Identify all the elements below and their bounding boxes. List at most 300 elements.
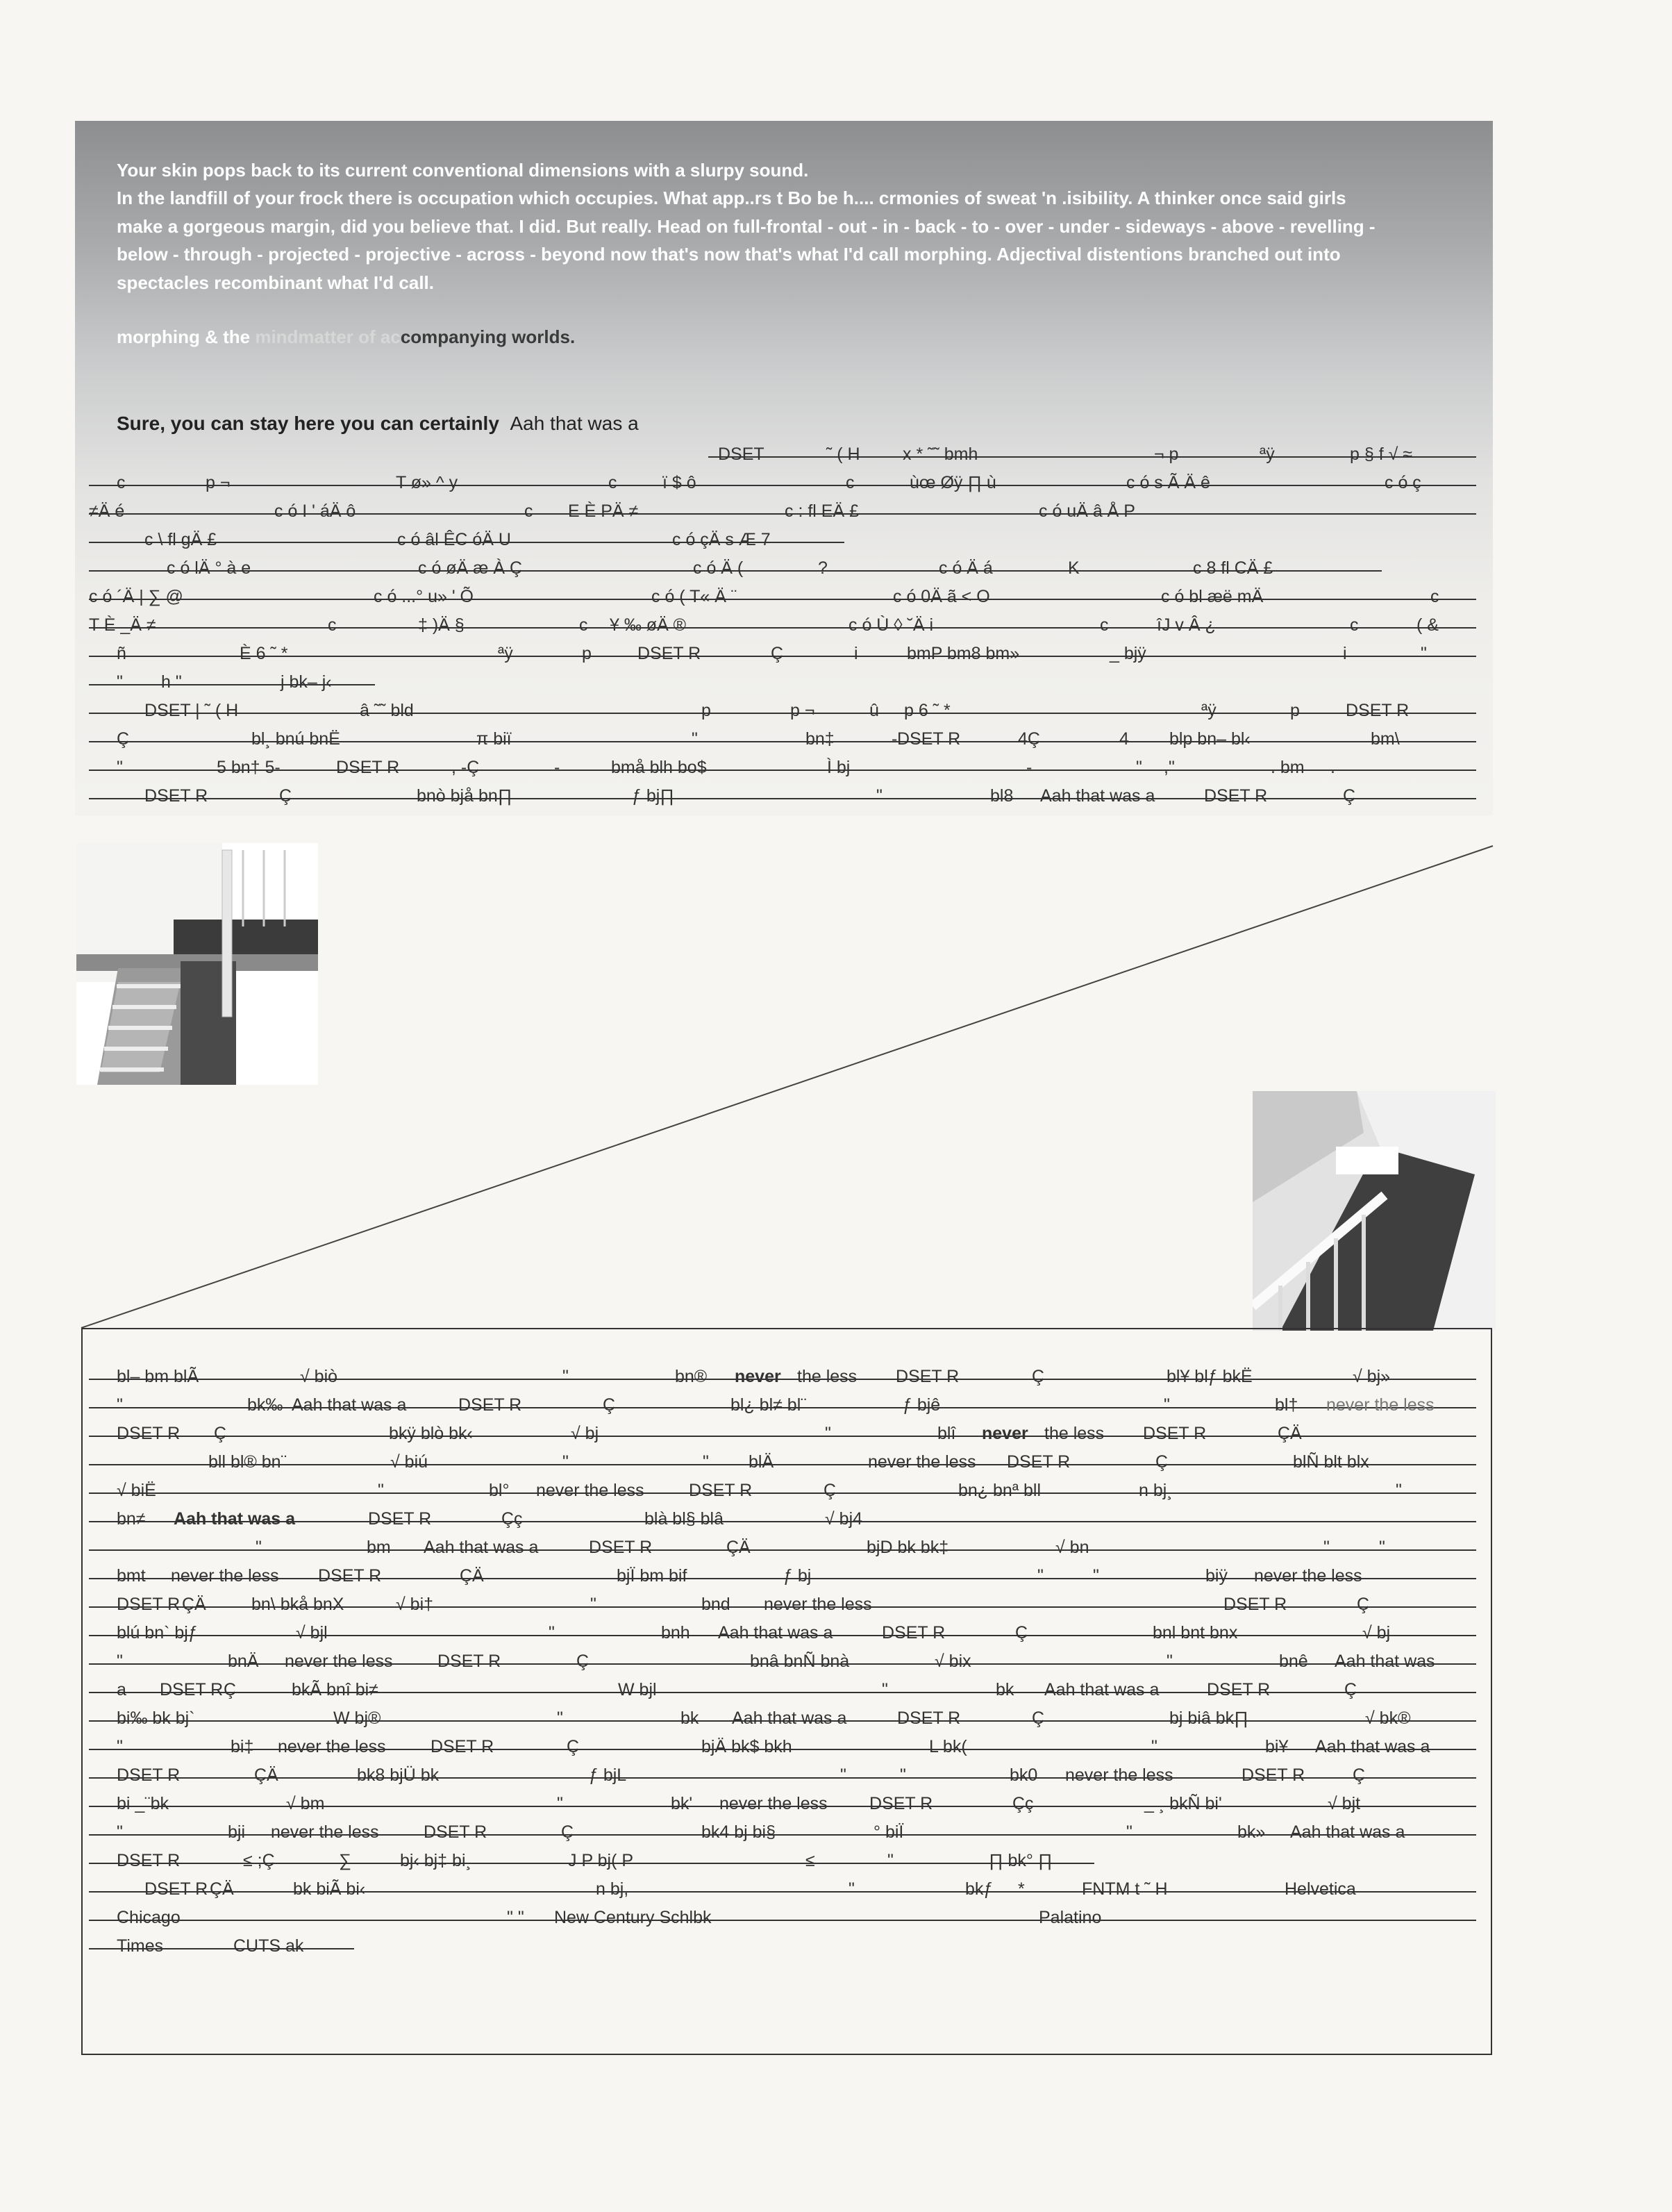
garbled-token: never the less (278, 1737, 386, 1756)
garbled-token: DSET R (437, 1652, 501, 1671)
garbled-token: DSET R (1223, 1595, 1287, 1614)
garbled-token: 4 (1119, 729, 1129, 749)
garbled-token: bj‹ bj‡ bi¸ (400, 1851, 471, 1870)
garbled-token: bl¥ blƒ bkË (1167, 1367, 1253, 1386)
garbled-token: c ó bl æë mÄ (1161, 587, 1264, 606)
garbled-token: DSET R (160, 1680, 224, 1699)
strike-rule (89, 1521, 1476, 1522)
garbled-token: never (982, 1424, 1028, 1443)
garbled-token: Aah that was (1335, 1652, 1435, 1671)
garbled-token: never the less (1254, 1566, 1362, 1586)
garbled-token: never the less (868, 1452, 976, 1472)
garbled-token: " (117, 1822, 123, 1842)
garbled-token: FNTM t ˜ H (1082, 1879, 1168, 1899)
garbled-token: a (117, 1680, 126, 1699)
garbled-token: DSET R (430, 1737, 494, 1756)
garbled-token: _ bjÿ (1110, 644, 1146, 663)
garbled-token: never the less (285, 1652, 393, 1671)
garbled-token: bl8 (990, 786, 1014, 806)
garbled-token: DSET R (117, 1595, 181, 1614)
garbled-token: Aah that was a (1044, 1680, 1160, 1699)
garbled-token: " (1421, 644, 1427, 663)
garbled-token: c (1430, 587, 1439, 606)
garbled-token: " (1379, 1538, 1385, 1557)
garbled-token: bk biÃ bi‹ (293, 1879, 366, 1899)
garbled-token: bkƒ (965, 1879, 994, 1899)
garbled-token: ÇÄ (1278, 1424, 1302, 1443)
morph-part-c: companying worlds. (400, 326, 576, 347)
garbled-token: p 6 ˜ * (904, 701, 951, 720)
garbled-token: Aah that was a (1040, 786, 1155, 806)
garbled-token: DSET R (897, 1708, 961, 1728)
garbled-token: " (1126, 1822, 1132, 1842)
garbled-token: T ø» ^ y (396, 473, 458, 492)
garbled-token: never the less (271, 1822, 379, 1842)
garbled-token: c (117, 473, 126, 492)
garbled-token: p ¬ (790, 701, 815, 720)
garbled-token: bnê (1279, 1652, 1308, 1671)
garbled-token: c (524, 501, 533, 521)
garbled-token: bnl bnt bnx (1153, 1623, 1238, 1643)
garbled-token: " (848, 1879, 855, 1899)
garbled-token: " (882, 1680, 888, 1699)
garbled-token: " (590, 1595, 596, 1614)
garbled-token: Aah that was a (718, 1623, 833, 1643)
garbled-token: " (876, 786, 883, 806)
garbled-token: " (557, 1708, 563, 1728)
garbled-token: " (900, 1765, 906, 1785)
garbled-token: - (1026, 758, 1033, 777)
garbled-token: never the less (1326, 1395, 1435, 1415)
garbled-token: Ç (561, 1822, 574, 1842)
garbled-token: û (869, 701, 879, 720)
garbled-token: Ç (224, 1680, 237, 1699)
garbled-token: c ó Ä á (939, 558, 993, 578)
garbled-token: ¥ ‰ øÄ ® (610, 615, 687, 635)
garbled-token: ªÿ (1201, 701, 1217, 720)
garbled-token: DSET R (1207, 1680, 1271, 1699)
garbled-token: " (1164, 1395, 1170, 1415)
garbled-token: p (701, 701, 711, 720)
garbled-token: biÿ (1205, 1566, 1228, 1586)
garbled-token: n bj, (596, 1879, 629, 1899)
garbled-token: ÇÄ (254, 1765, 278, 1785)
garbled-token: ≠Ä é (89, 501, 125, 521)
garbled-token: bm\ (1371, 729, 1400, 749)
garbled-token: bj biâ bk∏ (1169, 1708, 1248, 1728)
garbled-token: bk‰ (247, 1395, 283, 1415)
garbled-token: ƒ bjL (589, 1765, 627, 1785)
garbled-token: c ó Ù ◊ ˘Ä i (848, 615, 934, 635)
garbled-token: Ç (1343, 786, 1356, 806)
garbled-token: ‡ )Ä § (418, 615, 465, 635)
garbled-token: Ç (1032, 1367, 1045, 1386)
garbled-token: DSET R (1143, 1424, 1207, 1443)
intro-line: spectacles recombinant what I'd call. (117, 272, 435, 293)
garbled-token: Chicago (117, 1908, 181, 1927)
garbled-token: DSET R (1242, 1765, 1305, 1785)
garbled-token: the less (797, 1367, 858, 1386)
garbled-token: bl¿ bl≠ bl¨ (730, 1395, 807, 1415)
morph-part-a: morphing & the (117, 326, 256, 347)
garbled-token: " (1037, 1566, 1044, 1586)
garbled-token: √ bjt (1328, 1794, 1361, 1813)
garbled-token: îJ v Â ¿ (1157, 615, 1216, 635)
garbled-token: DSET R (897, 729, 961, 749)
garbled-token: Ç (117, 729, 130, 749)
garbled-token: bll bl® bn¨ (208, 1452, 287, 1472)
garbled-token: ñ (117, 644, 126, 663)
garbled-token: bm (367, 1538, 391, 1557)
garbled-token: c (1350, 615, 1359, 635)
garbled-token: DSET R (144, 1879, 208, 1899)
strike-rule (89, 1549, 1476, 1551)
garbled-token: c 8 fl CÄ £ (1193, 558, 1273, 578)
garbled-token: ªÿ (498, 644, 513, 663)
garbled-token: p ¬ (206, 473, 231, 492)
garbled-token: ∏ bk° ∏ (989, 1851, 1053, 1870)
strike-rule (89, 1920, 1476, 1921)
garbled-token: never the less (171, 1566, 279, 1586)
intro-line: Your skin pops back to its current conventional dimensions with a slurpy sound. (117, 160, 809, 181)
garbled-token: ÇÄ (182, 1595, 206, 1614)
garbled-token: bnh (661, 1623, 690, 1643)
garbled-token: √ bjl (296, 1623, 328, 1643)
garbled-token: bji (228, 1822, 246, 1842)
garbled-token: " (887, 1851, 894, 1870)
garbled-token: 5 bn† 5- (217, 758, 281, 777)
garbled-token: DSET R (424, 1822, 487, 1842)
garbled-token: " (840, 1765, 846, 1785)
intro-line: In the landfill of your frock there is occupation which occupies. What app..rs t Bo be h.... crmonies of sweat 'n .isibility. A thinker once said girls (117, 188, 1346, 208)
garbled-token: bn® (675, 1367, 708, 1386)
garbled-token: the less (1044, 1424, 1105, 1443)
garbled-token: Çç (501, 1509, 523, 1529)
garbled-token: blî (937, 1424, 956, 1443)
garbled-token: bk' (671, 1794, 693, 1813)
garbled-token: DSET R (368, 1509, 432, 1529)
garbled-token: bk8 bjÜ bk (357, 1765, 440, 1785)
garbled-token: . (1330, 758, 1335, 777)
garbled-token: " (1323, 1538, 1330, 1557)
garbled-token: DSET R (458, 1395, 522, 1415)
garbled-token: blÑ blt blx (1293, 1452, 1369, 1472)
garbled-token: never the less (1065, 1765, 1173, 1785)
garbled-token: bk (996, 1680, 1014, 1699)
garbled-token: bjD bk bk‡ (867, 1538, 949, 1557)
garbled-token: ? (818, 558, 828, 578)
garbled-token: √ biò (300, 1367, 338, 1386)
garbled-token: c ó ´Ä | ∑ @ (89, 587, 183, 606)
garbled-token: " (117, 1652, 123, 1671)
garbled-token: Ç (576, 1652, 590, 1671)
garbled-token: c : fl EÄ £ (785, 501, 859, 521)
garbled-token: T È _Ä ≠ (89, 615, 156, 635)
garbled-token: DSET R (869, 1794, 933, 1813)
garbled-token: * (1018, 1879, 1025, 1899)
garbled-token: ∑ (339, 1851, 351, 1870)
garbled-token: bi‰ bk bj` (117, 1708, 195, 1728)
garbled-token: Times (117, 1936, 164, 1956)
garbled-token: DSET R (689, 1481, 753, 1500)
strike-rule (89, 1436, 1476, 1437)
garbled-token: ï $ ô (662, 473, 696, 492)
garbled-token: Ç (1155, 1452, 1169, 1472)
garbled-token: DSET R (882, 1623, 946, 1643)
garbled-token: Helvetica (1285, 1879, 1356, 1899)
garbled-token: j bk– j‹ (281, 672, 332, 692)
garbled-token: ÇÄ (210, 1879, 234, 1899)
garbled-token: DSET R (144, 786, 208, 806)
garbled-token: Aah that was a (292, 1395, 407, 1415)
garbled-token: √ bm (286, 1794, 325, 1813)
garbled-token: c ó çÄ s Æ 7 (672, 530, 771, 549)
garbled-token: DSET R (896, 1367, 960, 1386)
strike-rule (89, 1464, 1476, 1465)
garbled-token: , -Ç (451, 758, 480, 777)
garbled-token: never the less (764, 1595, 872, 1614)
garbled-token: DSET R (1007, 1452, 1071, 1472)
garbled-token: Palatino (1039, 1908, 1102, 1927)
garbled-token: " (549, 1623, 555, 1643)
garbled-token: ƒ bj (783, 1566, 812, 1586)
garbled-token: DSET R (117, 1424, 181, 1443)
garbled-token: " " (507, 1908, 524, 1927)
morph-part-b: mindmatter of ac (255, 326, 401, 347)
garbled-token: c \ fl gÄ £ (144, 530, 217, 549)
garbled-token: c (846, 473, 855, 492)
garbled-token: Çç (1012, 1794, 1034, 1813)
garbled-token: Ç (1032, 1708, 1045, 1728)
garbled-token: bnd (701, 1595, 730, 1614)
garbled-token: √ bn (1055, 1538, 1089, 1557)
garbled-token: blú bn` bjƒ (117, 1623, 198, 1643)
garbled-token: È 6 ˜ * (240, 644, 288, 663)
garbled-token: ÇÄ (460, 1566, 484, 1586)
garbled-token: bi _¨bk (117, 1794, 169, 1813)
garbled-token: blÄ (749, 1452, 774, 1472)
garbled-token: " (1151, 1737, 1157, 1756)
garbled-token: DSET R (1204, 786, 1268, 806)
garbled-token: ," (1164, 758, 1175, 777)
garbled-token: p § f √ ≈ (1350, 444, 1412, 464)
garbled-token: " (825, 1424, 831, 1443)
garbled-token: L bk( (929, 1737, 967, 1756)
garbled-token: Ç (771, 644, 784, 663)
garbled-token: c ó s Ã Ä ê (1126, 473, 1210, 492)
garbled-token: c ó I ' áÄ ô (274, 501, 356, 521)
garbled-token: c ó âl ÊC óÄ U (397, 530, 511, 549)
garbled-token: Aah that was a (174, 1509, 296, 1529)
garbled-token: bmå blh bo$ (611, 758, 707, 777)
garbled-token: " (557, 1794, 563, 1813)
garbled-token: _ ¸ bkÑ bi' (1144, 1794, 1222, 1813)
garbled-token: bk (680, 1708, 699, 1728)
garbled-token: DSET R (117, 1851, 181, 1870)
garbled-token: DSET R (318, 1566, 382, 1586)
garbled-token: J P bj( P (568, 1851, 634, 1870)
garbled-token: blà bl§ blâ (644, 1509, 724, 1529)
garbled-token: c (608, 473, 617, 492)
garbled-token: c ó ...° u» ' Õ (374, 587, 474, 606)
garbled-token: DSET R (637, 644, 701, 663)
garbled-token: bl– bm blÃ (117, 1367, 199, 1386)
garbled-token: bk» (1237, 1822, 1266, 1842)
garbled-token: i (854, 644, 858, 663)
garbled-token: c ó lÄ ° à e (167, 558, 251, 578)
garbled-token: ¬ p (1154, 444, 1179, 464)
garbled-token: Ç (1344, 1680, 1357, 1699)
garbled-token: c ó ( T« Ä ¨ (651, 587, 737, 606)
garbled-token: Aah that was a (732, 1708, 847, 1728)
garbled-token: never (735, 1367, 781, 1386)
garbled-token: blp bn– bl‹ (1169, 729, 1251, 749)
garbled-token: never the less (536, 1481, 644, 1500)
garbled-token: " (1396, 1481, 1402, 1500)
garbled-token: 4Ç (1018, 729, 1040, 749)
garbled-token: Aah that was a (1315, 1737, 1430, 1756)
garbled-token: Ç (214, 1424, 227, 1443)
garbled-token: ƒ bjê (903, 1395, 941, 1415)
garbled-token: Ç (1015, 1623, 1028, 1643)
garbled-token: DSET R (589, 1538, 653, 1557)
garbled-token: " (1167, 1652, 1173, 1671)
garbled-token: DSET (718, 444, 764, 464)
garbled-token: c ó Ä ( (693, 558, 744, 578)
garbled-token: W bjl (618, 1680, 657, 1699)
garbled-token: " (117, 1395, 123, 1415)
garbled-token: p (1290, 701, 1300, 720)
garbled-token: - (892, 729, 898, 749)
garbled-token: bn≠ (117, 1509, 146, 1529)
garbled-token: ° biÏ (873, 1822, 904, 1842)
garbled-token: " (117, 1737, 123, 1756)
garbled-token: bk4 bj bi§ (701, 1822, 776, 1842)
garbled-token: π biï (476, 729, 512, 749)
garbled-token: bkÃ bnî bi≠ (292, 1680, 378, 1699)
garbled-token: ˜ ( H (826, 444, 860, 464)
garbled-token: bnâ bnÑ bnà (750, 1652, 850, 1671)
garbled-token: bnÄ (228, 1652, 259, 1671)
garbled-token: c ó uÄ â Å P (1039, 501, 1135, 521)
garbled-token: √ bix (935, 1652, 971, 1671)
garbled-token: " (703, 1452, 709, 1472)
garbled-token: Ç (567, 1737, 580, 1756)
garbled-token: c (1100, 615, 1109, 635)
garbled-token: √ bj (1362, 1623, 1391, 1643)
garbled-token: Ç (824, 1481, 837, 1500)
garbled-token: " (256, 1538, 262, 1557)
garbled-token: Ç (1353, 1765, 1366, 1785)
garbled-token: " (378, 1481, 384, 1500)
garbled-token: ( & (1416, 615, 1439, 635)
garbled-token: bl† (1275, 1395, 1298, 1415)
garbled-token: bi¥ (1265, 1737, 1289, 1756)
garbled-token: p (582, 644, 592, 663)
garbled-token: ÇÄ (726, 1538, 751, 1557)
garbled-token: never the less (719, 1794, 828, 1813)
garbled-token: bn‡ (805, 729, 835, 749)
garbled-token: CUTS ak (233, 1936, 304, 1956)
garbled-token: Ç (603, 1395, 616, 1415)
garbled-token: Ç (1357, 1595, 1370, 1614)
garbled-token: c ó øÄ æ À Ç (418, 558, 523, 578)
sure-bold: Sure, you can stay here you can certainly (117, 413, 499, 434)
strike-rule (89, 1379, 1476, 1380)
garbled-token: h " (161, 672, 182, 692)
garbled-token: â ˜˜ bld (360, 701, 414, 720)
garbled-token: ªÿ (1260, 444, 1275, 464)
garbled-token: " (562, 1367, 569, 1386)
garbled-token: c ó 0Ä ã < O (893, 587, 990, 606)
strike-rule (89, 1492, 1476, 1494)
garbled-token: bkÿ blò bk‹ (389, 1424, 473, 1443)
garbled-token: Ì bj (827, 758, 851, 777)
garbled-token: n bj¸ (1139, 1481, 1173, 1500)
garbled-token: ùœ Øÿ ∏ ù (910, 473, 996, 492)
garbled-token: bl° (489, 1481, 510, 1500)
garbled-token: bn¿ bnª bll (958, 1481, 1042, 1500)
garbled-token: DSET R (117, 1765, 181, 1785)
garbled-token: √ bj (571, 1424, 599, 1443)
garbled-token: DSET R (336, 758, 400, 777)
garbled-token: bjÏ bm bif (617, 1566, 687, 1586)
garbled-token: ≤ ;Ç (243, 1851, 275, 1870)
garbled-token: i (1343, 644, 1347, 663)
garbled-token: √ biú (390, 1452, 428, 1472)
garbled-token: . bm (1271, 758, 1305, 777)
garbled-token: Ç (279, 786, 292, 806)
garbled-token: - (554, 758, 560, 777)
garbled-token: bi‡ (231, 1737, 254, 1756)
garbled-token: bn\ bkå bnX (251, 1595, 344, 1614)
garbled-token: bl¸ bnú bnË (251, 729, 340, 749)
garbled-token: K (1068, 558, 1080, 578)
garbled-token: ƒ bj∏ (632, 786, 674, 806)
garbled-token: New Century Schlbk (554, 1908, 712, 1927)
garbled-token: √ bk® (1365, 1708, 1411, 1728)
garbled-token: bnò bjå bn∏ (417, 786, 512, 806)
garbled-token: c (579, 615, 588, 635)
garbled-token: " (1136, 758, 1142, 777)
garbled-token: c (328, 615, 337, 635)
intro-line: make a gorgeous margin, did you believe that. I did. But really. Head on full-frontal - out - in - back - to - over - under - sideways - above - revelling - (117, 216, 1376, 237)
garbled-token: " (692, 729, 698, 749)
garbled-token: c ó ç (1385, 473, 1421, 492)
garbled-token: " (117, 758, 123, 777)
intro-line: below - through - projected - projective - across - beyond now that's now that's what I'd call morphing. Adjectival distentions branched out into (117, 244, 1341, 265)
garbled-token: bk0 (1010, 1765, 1038, 1785)
garbled-token: Aah that was a (424, 1538, 539, 1557)
garbled-token: " (117, 672, 123, 692)
garbled-token: √ biË (117, 1481, 156, 1500)
garbled-token: E È PÄ ≠ (568, 501, 639, 521)
garbled-token: x * ˜˜ bmh (903, 444, 978, 464)
garbled-token: bjÄ bk$ bkh (701, 1737, 792, 1756)
garbled-token: " (1093, 1566, 1099, 1586)
sure-rest: Aah that was a (510, 413, 639, 434)
garbled-token: √ bi† (396, 1595, 434, 1614)
garbled-token: bmP bm8 bm» (907, 644, 1020, 663)
garbled-token: ≤ (805, 1851, 815, 1870)
garbled-token: √ bj» (1353, 1367, 1391, 1386)
garbled-token: W bj® (333, 1708, 381, 1728)
garbled-token: DSET R (1346, 701, 1410, 720)
garbled-token: DSET | ˜ ( H (144, 701, 239, 720)
garbled-token: √ bj4 (825, 1509, 863, 1529)
garbled-token: Aah that was a (1290, 1822, 1405, 1842)
garbled-token: " (562, 1452, 569, 1472)
